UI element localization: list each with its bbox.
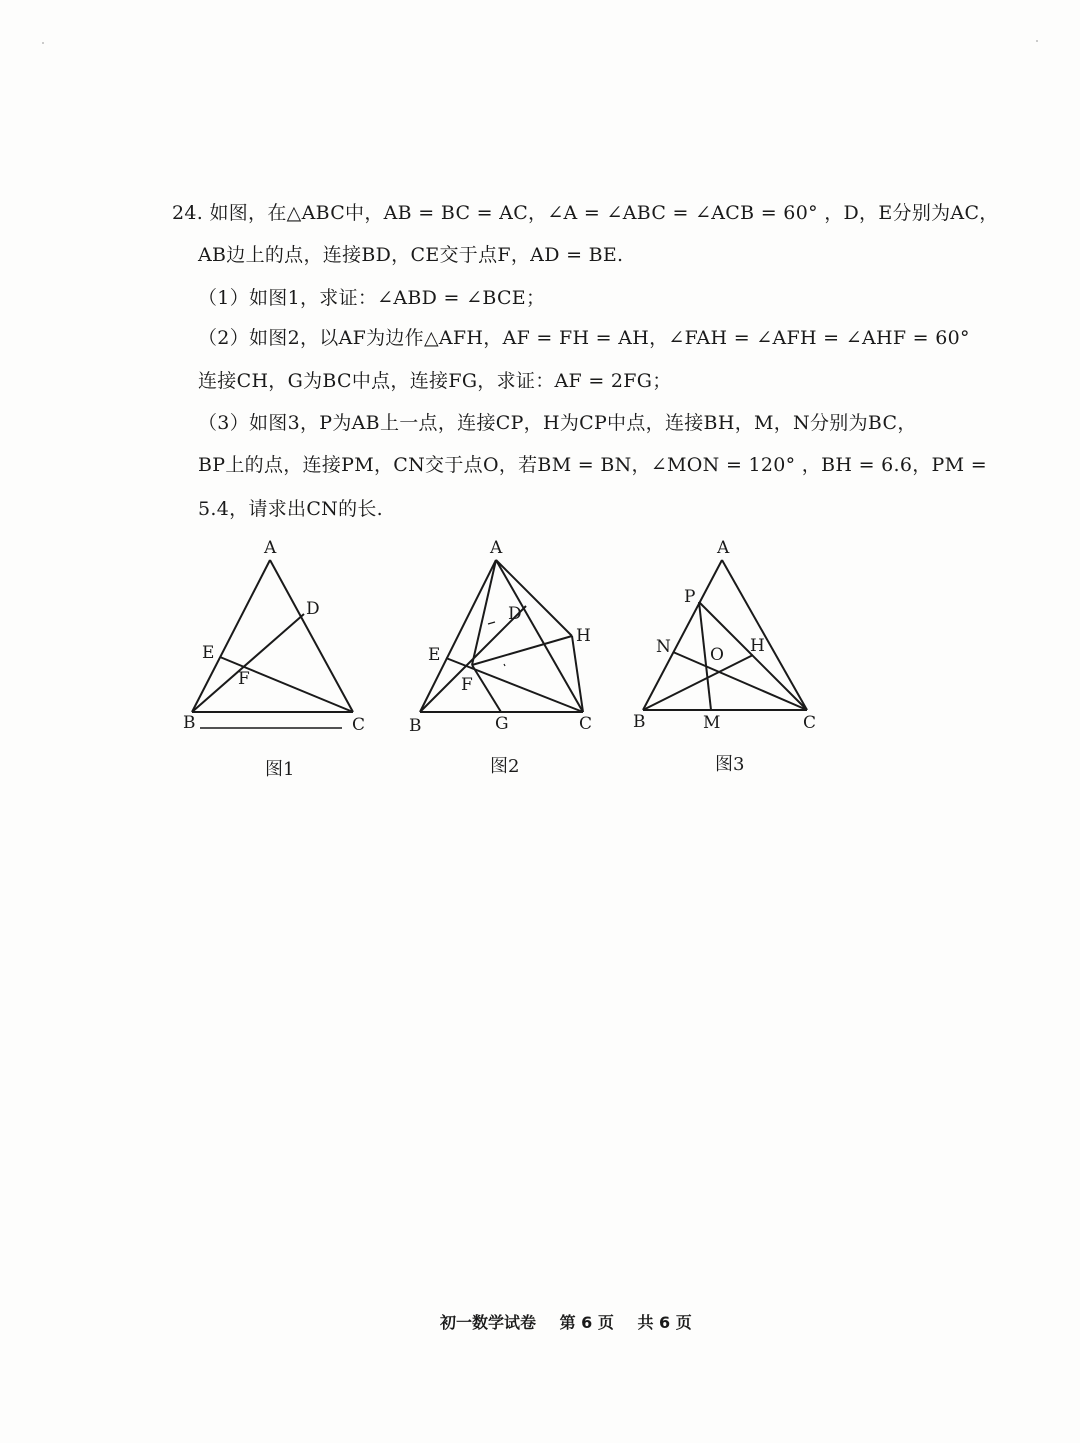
question-part-3-cont: BP上的点，连接PM，CN交于点O，若BM = BN，∠MON = 120° ，BH = 6.6，PM =	[198, 454, 987, 476]
label-C: C	[579, 714, 593, 734]
label-A: A	[264, 538, 277, 558]
figure-2	[400, 530, 610, 745]
label-D: D	[306, 599, 320, 619]
label-E: E	[202, 643, 215, 663]
question-line-1: 24. 如图，在△ABC中，AB = BC = AC，∠A = ∠ABC = ∠ACB = 60° ，D，E分别为AC，	[172, 202, 999, 224]
figure-2-diagram	[400, 530, 610, 745]
label-H: H	[750, 636, 765, 656]
label-C: C	[803, 713, 817, 733]
label-E: E	[428, 645, 441, 665]
figure-2-caption: 图2	[490, 756, 520, 777]
question-part-3: （3）如图3，P为AB上一点，连接CP，H为CP中点，连接BH，M，N分别为BC，	[198, 412, 917, 434]
figure-3	[625, 530, 835, 745]
segment-AB	[643, 560, 722, 710]
label-F: F	[461, 675, 473, 695]
figure-1-caption: 图1	[265, 759, 295, 780]
segment-AB	[192, 560, 270, 712]
figure-3-diagram	[625, 530, 835, 745]
label-N: N	[656, 637, 671, 657]
label-H: H	[576, 626, 591, 646]
segment-FG	[472, 665, 501, 712]
footer-subject: 初一数学试卷	[440, 1313, 537, 1332]
label-A: A	[717, 538, 730, 558]
figure-3-caption: 图3	[715, 754, 745, 775]
question-part-1: （1）如图1，求证：∠ABD = ∠BCE；	[198, 287, 546, 309]
footer-page: 第 6 页	[559, 1313, 614, 1332]
page-footer	[440, 1310, 710, 1333]
label-O: O	[710, 645, 724, 665]
tick-mark	[488, 622, 495, 624]
label-B: B	[633, 712, 646, 732]
figure-1	[170, 530, 380, 745]
footer-total: 共 6 页	[637, 1313, 692, 1332]
tick-dot	[504, 664, 505, 666]
segment-AB	[420, 560, 496, 712]
label-B: B	[183, 713, 196, 733]
label-P: P	[684, 587, 696, 607]
segment-AC	[722, 560, 807, 710]
label-G: G	[495, 714, 509, 734]
segment-BD	[192, 614, 304, 712]
segment-AC	[270, 560, 353, 712]
question-line-2: AB边上的点，连接BD，CE交于点F，AD = BE.	[198, 244, 624, 266]
question-part-2-cont: 连接CH，G为BC中点，连接FG，求证：AF = 2FG；	[198, 370, 672, 392]
label-F: F	[238, 669, 250, 689]
label-C: C	[352, 715, 366, 735]
figure-1-diagram	[170, 530, 380, 745]
label-D: D	[508, 604, 522, 624]
segment-FH	[472, 636, 572, 665]
question-part-2: （2）如图2，以AF为边作△AFH，AF = FH = AH，∠FAH = ∠AFH = ∠AHF = 60°	[198, 327, 970, 349]
label-B: B	[409, 716, 422, 736]
label-M: M	[703, 713, 721, 733]
question-part-3-end: 5.4，请求出CN的长.	[198, 498, 384, 520]
label-A: A	[490, 538, 503, 558]
